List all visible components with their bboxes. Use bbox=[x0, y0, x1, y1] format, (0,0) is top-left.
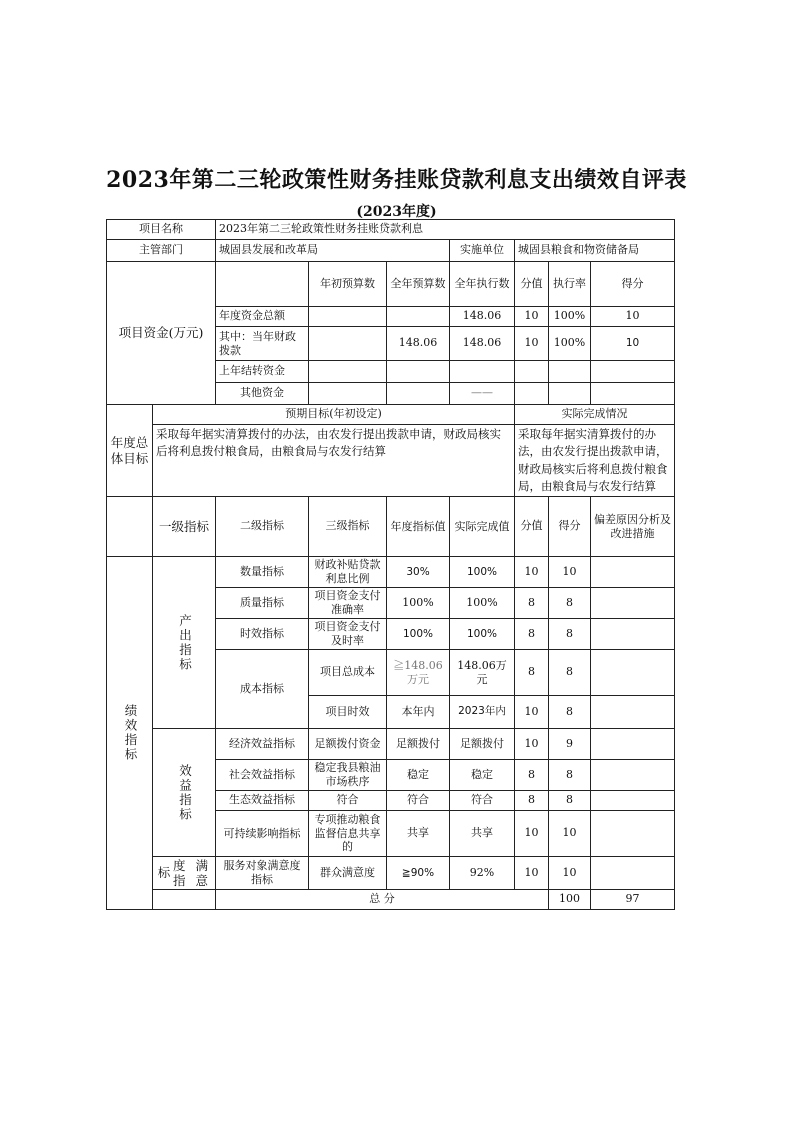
indicator-level3: 符合 bbox=[309, 791, 387, 811]
indicator-level2: 社会效益指标 bbox=[216, 760, 309, 791]
indicator-actual: 92% bbox=[450, 857, 515, 890]
total-row bbox=[107, 890, 675, 910]
dept-row bbox=[107, 240, 675, 262]
indicator-score-value: 8 bbox=[515, 760, 549, 791]
indicator-actual: 稳定 bbox=[450, 760, 515, 791]
indicator-header-score-value: 分值 bbox=[515, 497, 549, 557]
indicator-actual: 148.06万元 bbox=[450, 650, 515, 696]
project-name-label: 项目名称 bbox=[107, 220, 216, 240]
indicator-level2: 服务对象满意度指标 bbox=[216, 857, 309, 890]
indicator-score-value: 10 bbox=[515, 696, 549, 729]
indicator-target: ≧148.06万元 bbox=[387, 650, 450, 696]
funds-row-score-value: 10 bbox=[515, 327, 549, 361]
goals-content-row bbox=[107, 425, 675, 497]
indicator-score-value: 8 bbox=[515, 619, 549, 650]
funds-row-executed: —— bbox=[450, 383, 515, 405]
indicator-level3: 稳定我县粮油市场秩序 bbox=[309, 760, 387, 791]
indicator-header-level1: 一级指标 bbox=[153, 497, 216, 557]
funds-row-score-value: 10 bbox=[515, 307, 549, 327]
indicator-level3: 专项推动粮食监督信息共享的 bbox=[309, 811, 387, 857]
funds-row-score bbox=[591, 361, 675, 383]
indicator-score-value: 10 bbox=[515, 811, 549, 857]
indicator-score: 10 bbox=[549, 811, 591, 857]
satisfaction-label-b: 度 满指 意 bbox=[173, 858, 211, 888]
funds-header-executed: 全年执行数 bbox=[450, 262, 515, 307]
indicator-header-deviation: 偏差原因分析及改进措施 bbox=[591, 497, 675, 557]
indicator-header-blank bbox=[107, 497, 153, 557]
indicator-actual: 符合 bbox=[450, 791, 515, 811]
total-score-value: 100 bbox=[549, 890, 591, 910]
indicator-score: 8 bbox=[549, 696, 591, 729]
indicator-target: 100% bbox=[387, 588, 450, 619]
indicator-actual: 100% bbox=[450, 557, 515, 588]
indicator-target: 稳定 bbox=[387, 760, 450, 791]
funds-row-score: 10 bbox=[591, 327, 675, 361]
benefit-indicator-label: 效益指标 bbox=[153, 729, 216, 857]
indicator-score-value: 8 bbox=[515, 650, 549, 696]
funds-row-score-value bbox=[515, 383, 549, 405]
funds-row-annual bbox=[387, 307, 450, 327]
satisfaction-label-a: 标 bbox=[157, 864, 171, 880]
indicator-level3: 项目资金支付及时率 bbox=[309, 619, 387, 650]
indicator-target: 本年内 bbox=[387, 696, 450, 729]
indicator-level2: 数量指标 bbox=[216, 557, 309, 588]
indicator-header-level3: 三级指标 bbox=[309, 497, 387, 557]
unit-label: 实施单位 bbox=[450, 240, 515, 262]
funds-row-rate bbox=[549, 383, 591, 405]
funds-row-annual bbox=[387, 383, 450, 405]
indicator-level2: 可持续影响指标 bbox=[216, 811, 309, 857]
indicator-deviation bbox=[591, 760, 675, 791]
indicator-score-value: 10 bbox=[515, 729, 549, 760]
funds-header-row bbox=[107, 262, 675, 307]
indicator-level2: 质量指标 bbox=[216, 588, 309, 619]
funds-row-name: 年度资金总额 bbox=[216, 307, 309, 327]
output-indicator-label: 产出指标 bbox=[153, 557, 216, 729]
page-subtitle: (2023年度) bbox=[356, 204, 437, 220]
indicator-target: 足额拨付 bbox=[387, 729, 450, 760]
indicator-score-value: 10 bbox=[515, 857, 549, 890]
unit-value: 城固县粮食和物资储备局 bbox=[515, 240, 675, 262]
indicator-score-value: 8 bbox=[515, 588, 549, 619]
indicator-score: 8 bbox=[549, 650, 591, 696]
indicator-deviation bbox=[591, 857, 675, 890]
indicator-level3: 群众满意度 bbox=[309, 857, 387, 890]
project-name-row bbox=[107, 220, 675, 240]
indicator-row bbox=[107, 857, 675, 890]
goals-expected-label: 预期目标(年初设定) bbox=[153, 405, 515, 425]
total-label: 总 分 bbox=[216, 890, 549, 910]
indicators-label: 绩效指标 bbox=[107, 557, 153, 910]
indicator-target: 100% bbox=[387, 619, 450, 650]
indicator-score-value: 10 bbox=[515, 557, 549, 588]
indicator-level3: 足额拨付资金 bbox=[309, 729, 387, 760]
indicator-deviation bbox=[591, 811, 675, 857]
indicator-score: 8 bbox=[549, 760, 591, 791]
funds-row-name: 其他资金 bbox=[216, 383, 309, 405]
indicator-row bbox=[107, 557, 675, 588]
funds-row-executed bbox=[450, 361, 515, 383]
project-name-value: 2023年第二三轮政策性财务挂账贷款利息 bbox=[216, 220, 675, 240]
funds-row-score: 10 bbox=[591, 307, 675, 327]
indicator-score: 8 bbox=[549, 588, 591, 619]
indicator-score: 10 bbox=[549, 857, 591, 890]
funds-row-rate: 100% bbox=[549, 307, 591, 327]
funds-header-score: 得分 bbox=[591, 262, 675, 307]
goals-expected-text: 采取每年据实清算拨付的办法，由农发行提出拨款申请，财政局核实后将利息拨付粮食局，由粮食局与农发行结算 bbox=[153, 425, 515, 497]
funds-row-name: 上年结转资金 bbox=[216, 361, 309, 383]
funds-row-score-value bbox=[515, 361, 549, 383]
funds-header-blank bbox=[216, 262, 309, 307]
indicator-actual: 共享 bbox=[450, 811, 515, 857]
indicator-deviation bbox=[591, 696, 675, 729]
indicator-header-target: 年度指标值 bbox=[387, 497, 450, 557]
goals-label: 年度总体目标 bbox=[107, 405, 153, 497]
goals-header-row bbox=[107, 405, 675, 425]
indicator-actual: 足额拨付 bbox=[450, 729, 515, 760]
indicator-level2: 时效指标 bbox=[216, 619, 309, 650]
indicator-actual: 100% bbox=[450, 619, 515, 650]
dept-label: 主管部门 bbox=[107, 240, 216, 262]
indicator-deviation bbox=[591, 650, 675, 696]
indicator-actual: 2023年内 bbox=[450, 696, 515, 729]
satisfaction-indicator-label bbox=[153, 857, 216, 890]
goals-actual-label: 实际完成情况 bbox=[515, 405, 675, 425]
indicator-deviation bbox=[591, 619, 675, 650]
total-blank bbox=[153, 890, 216, 910]
indicator-header-actual: 实际完成值 bbox=[450, 497, 515, 557]
indicator-score: 8 bbox=[549, 791, 591, 811]
indicator-target: ≧90% bbox=[387, 857, 450, 890]
indicator-level3: 财政补贴贷款利息比例 bbox=[309, 557, 387, 588]
indicator-score: 8 bbox=[549, 619, 591, 650]
funds-row-executed: 148.06 bbox=[450, 307, 515, 327]
indicator-target: 符合 bbox=[387, 791, 450, 811]
indicator-level2: 经济效益指标 bbox=[216, 729, 309, 760]
funds-row-initial bbox=[309, 361, 387, 383]
funds-row-annual bbox=[387, 361, 450, 383]
funds-row-rate: 100% bbox=[549, 327, 591, 361]
page-title: 2023年第二三轮政策性财务挂账贷款利息支出绩效自评表 bbox=[106, 167, 687, 193]
funds-header-annual: 全年预算数 bbox=[387, 262, 450, 307]
funds-row-initial bbox=[309, 327, 387, 361]
funds-label: 项目资金(万元) bbox=[107, 262, 216, 405]
dept-value: 城固县发展和改革局 bbox=[216, 240, 450, 262]
funds-row-annual: 148.06 bbox=[387, 327, 450, 361]
goals-actual-text: 采取每年据实清算拨付的办法，由农发行提出拨款申请，财政局核实后将利息拨付粮食局，由粮食局与农发行结算 bbox=[515, 425, 675, 497]
indicator-row bbox=[107, 729, 675, 760]
indicator-score: 9 bbox=[549, 729, 591, 760]
indicator-score: 10 bbox=[549, 557, 591, 588]
indicator-score-value: 8 bbox=[515, 791, 549, 811]
indicator-actual: 100% bbox=[450, 588, 515, 619]
indicator-deviation bbox=[591, 729, 675, 760]
total-score: 97 bbox=[591, 890, 675, 910]
indicator-deviation bbox=[591, 791, 675, 811]
indicator-level2: 成本指标 bbox=[216, 650, 309, 729]
indicator-level3: 项目总成本 bbox=[309, 650, 387, 696]
indicator-deviation bbox=[591, 588, 675, 619]
funds-header-initial: 年初预算数 bbox=[309, 262, 387, 307]
indicator-header-score: 得分 bbox=[549, 497, 591, 557]
evaluation-table bbox=[106, 219, 675, 910]
indicator-level3: 项目资金支付准确率 bbox=[309, 588, 387, 619]
funds-row-initial bbox=[309, 383, 387, 405]
indicator-level3: 项目时效 bbox=[309, 696, 387, 729]
funds-row-score bbox=[591, 383, 675, 405]
funds-row-rate bbox=[549, 361, 591, 383]
indicator-deviation bbox=[591, 557, 675, 588]
indicator-target: 30% bbox=[387, 557, 450, 588]
funds-row-initial bbox=[309, 307, 387, 327]
indicator-level2: 生态效益指标 bbox=[216, 791, 309, 811]
indicator-header-level2: 二级指标 bbox=[216, 497, 309, 557]
funds-header-rate: 执行率 bbox=[549, 262, 591, 307]
indicator-header-row bbox=[107, 497, 675, 557]
indicator-target: 共享 bbox=[387, 811, 450, 857]
funds-row-executed: 148.06 bbox=[450, 327, 515, 361]
funds-header-score-value: 分值 bbox=[515, 262, 549, 307]
funds-row-name: 其中：当年财政拨款 bbox=[216, 327, 309, 361]
